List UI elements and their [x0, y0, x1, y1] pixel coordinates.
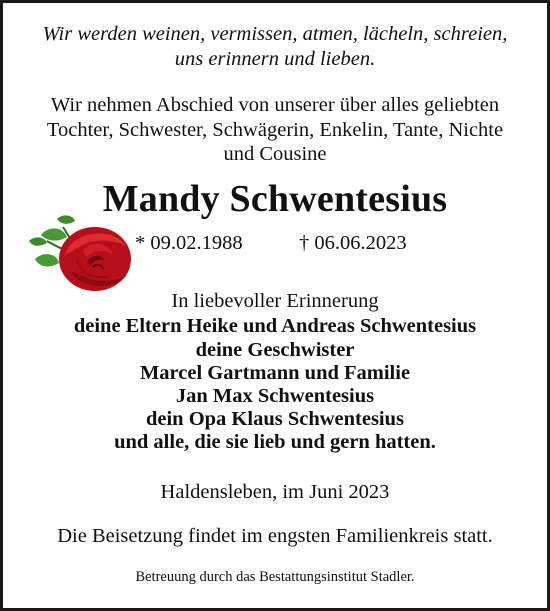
- mourner-line: dein Opa Klaus Schwentesius: [145, 408, 405, 430]
- red-rose-icon: [27, 211, 139, 297]
- mourner-line: und alle, die sie lieb und gern hatten.: [114, 431, 436, 453]
- place-and-date: Haldensleben, im Juni 2023: [160, 481, 390, 503]
- motto-line-2: uns erinnern und lieben.: [174, 48, 376, 70]
- deceased-name: Mandy Schwentesius: [102, 178, 448, 220]
- mourner-line: deine Geschwister: [195, 339, 355, 361]
- mourner-line: Marcel Gartmann und Familie: [139, 362, 411, 384]
- intro-line-1: Wir nehmen Abschied von unserer über alles geliebten: [50, 94, 500, 116]
- intro-line-3: und Cousine: [223, 143, 327, 165]
- mourners-intro: In liebevoller Erinnerung: [171, 290, 379, 312]
- motto-line-1: Wir werden weinen, vermissen, atmen, lächeln, schreien,: [42, 23, 508, 45]
- death-date: † 06.06.2023: [299, 232, 407, 254]
- intro-line-2: Tochter, Schwester, Schwägerin, Enkelin, Tante, Nichte: [46, 119, 504, 141]
- mourner-line: Jan Max Schwentesius: [175, 385, 375, 407]
- mourner-line: deine Eltern Heike und Andreas Schwentesius: [73, 315, 477, 337]
- burial-note: Die Beisetzung findet im engsten Familienkreis statt.: [57, 525, 493, 547]
- birth-date: * 09.02.1988: [135, 232, 243, 254]
- undertaker-note: Betreuung durch das Bestattungsinstitut Stadler.: [135, 569, 415, 585]
